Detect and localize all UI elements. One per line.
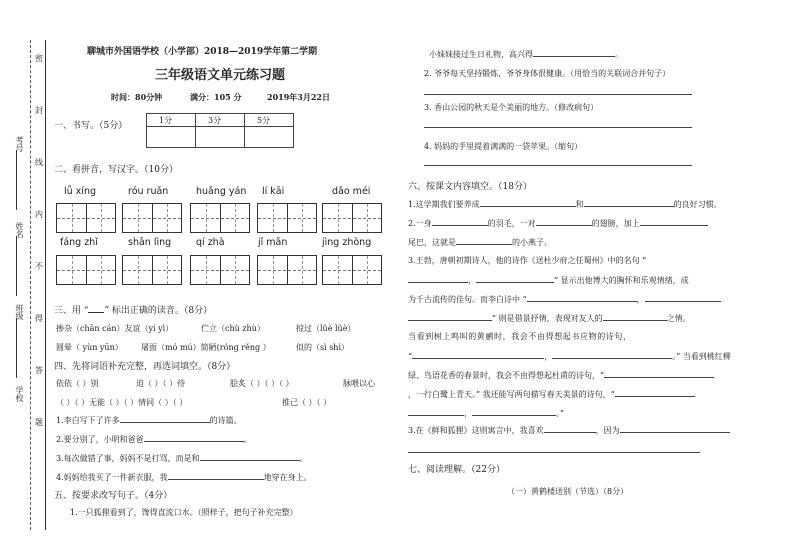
- question-text: ，: [464, 409, 472, 418]
- answer-line[interactable]: [424, 165, 692, 166]
- section-4-title: 四、先将词语补充完整，再选词填空。（8分）: [54, 362, 236, 372]
- seal-char: 密: [35, 54, 43, 63]
- question-text: 。: [243, 435, 252, 444]
- section-5-title: 五、按要求改写句子。（4分）: [54, 491, 173, 501]
- exam-score: 满分：105 分: [190, 92, 242, 102]
- idiom-fill[interactable]: 迫（ ）（ ）待: [136, 379, 186, 388]
- class-label: 班级: [15, 304, 24, 320]
- pinyin: huǎng yán: [196, 186, 247, 197]
- binding-line-outer: [45, 40, 46, 530]
- question-text: 的小燕子。: [512, 238, 552, 247]
- fill-6-3c: [408, 293, 721, 305]
- binding-line-dashed: [30, 40, 31, 530]
- idiom-fill[interactable]: 脍炙（ ）（ ）（ ）: [230, 379, 294, 388]
- score-cell-label: 5分: [257, 116, 271, 125]
- question-text: 4.妈妈给我买了一件新衣服，我: [56, 473, 168, 482]
- section-3-title-a: 三、用 “: [54, 306, 89, 316]
- writing-grid[interactable]: [56, 255, 116, 285]
- question-text: 绿、鸟语花香的春景时，我会不由得想起杜甫的诗句，“: [408, 371, 605, 380]
- answer-blank[interactable]: [476, 274, 554, 283]
- pinyin: dǎo méi: [332, 186, 371, 197]
- question-text: 的翅膀，加上: [591, 219, 640, 228]
- answer-blank[interactable]: [432, 217, 488, 226]
- question-text: ，: [544, 352, 553, 361]
- pinyin: shǎn lìng: [128, 237, 172, 248]
- idiom-fill[interactable]: 依依（ ）别: [56, 379, 99, 388]
- writing-grid[interactable]: [257, 203, 317, 233]
- question-text: 1.这学期我们要养成: [408, 200, 480, 209]
- question-text: ” 显示出他博大的胸怀和乐观情绪，成: [554, 276, 689, 285]
- idiom-fill[interactable]: 脉喂以心: [343, 379, 375, 388]
- writing-grid[interactable]: [322, 203, 382, 233]
- idiom-fill[interactable]: （ ）（ ）无能（ ）（ ）情同（ ）（ ）: [56, 398, 188, 407]
- question-text: ，一行白鹭上青天。” 我还能写两句描写春天美景的诗句，“: [408, 390, 615, 399]
- question-text: 3.在《鲜和狐狸》这则寓言中，我喜欢: [408, 426, 544, 435]
- fill-6-3d: [408, 312, 691, 324]
- question-text: 之情。: [666, 314, 691, 323]
- reading-choice[interactable]: 掺杂（chān cán）友谊（yí yì）: [56, 324, 174, 333]
- answer-blank[interactable]: [552, 350, 672, 359]
- seal-char: 不: [35, 262, 43, 271]
- writing-grid[interactable]: [122, 203, 182, 233]
- seal-char: 答: [35, 366, 43, 375]
- answer-blank[interactable]: [408, 312, 492, 321]
- question-text: ，因为: [595, 426, 620, 435]
- question-text: 的诗篇。: [209, 416, 242, 425]
- seal-char: 线: [35, 158, 43, 167]
- answer-line[interactable]: [408, 452, 700, 453]
- question-text: 小妹妹接过生日礼物，高兴得: [429, 50, 533, 59]
- answer-blank[interactable]: [640, 217, 708, 226]
- answer-blank[interactable]: [144, 433, 244, 442]
- seal-char: 得: [35, 314, 43, 323]
- rewrite-question-1: 1.一只狐狸看到了，馋得直流口水。（照样子，把句子补充完整）: [70, 508, 298, 517]
- fill-6-3h: [408, 388, 695, 400]
- score-cell: [146, 113, 196, 127]
- answer-blank[interactable]: [603, 312, 667, 321]
- question-text: 的羽毛，一对: [487, 219, 536, 228]
- question-text: 3.每次做错了事，妈妈不是打骂，而是和: [56, 454, 200, 463]
- answer-blank[interactable]: [604, 369, 714, 378]
- question-text: 2.要分别了，小明和爸爸: [56, 435, 144, 444]
- reading-choice[interactable]: 圆晕（ yùn yūn）: [56, 343, 123, 352]
- answer-blank[interactable]: [408, 274, 468, 283]
- underline-sample: [88, 306, 104, 313]
- seal-char: 封: [35, 106, 43, 115]
- question-text: ，: [636, 295, 645, 304]
- fill-6-3f: [408, 350, 731, 362]
- rewrite-question-2: 2. 爷爷每天坚持锻炼，爷爷身体很健康。（用恰当的关联词合并句子）: [424, 69, 671, 78]
- question-text: 2.一身: [408, 219, 432, 228]
- section-7-title: 七、阅读理解。（22分）: [408, 465, 505, 475]
- writing-box[interactable]: [244, 126, 294, 148]
- name-label: 姓名: [15, 222, 24, 238]
- writing-grid[interactable]: [322, 255, 382, 285]
- seal-char: 题: [35, 418, 43, 427]
- writing-grid[interactable]: [56, 203, 116, 233]
- answer-blank[interactable]: [456, 236, 512, 245]
- section-3-title-b: ” 标出正确的读音。（8分）: [104, 306, 213, 316]
- seal-char: 内: [35, 210, 43, 219]
- answer-blank[interactable]: [584, 198, 674, 207]
- school-header: 聊城市外国语学校（小学部）2018—2019学年第二学期: [87, 47, 318, 57]
- exam-time: 时间：80分钟: [111, 92, 163, 102]
- reading-choice[interactable]: 屠面（mó mú）简陋(róng rěng ）: [141, 343, 271, 352]
- score-cell-label: 1分: [159, 116, 173, 125]
- answer-blank[interactable]: [412, 350, 544, 359]
- answer-blank[interactable]: [536, 217, 592, 226]
- score-cell: [244, 113, 294, 127]
- student-id-label: 考号: [15, 136, 24, 152]
- answer-blank[interactable]: [200, 452, 300, 461]
- blank-line: [16, 318, 17, 378]
- fill-6-3e: 当看到树上鸣叫的黄鹂时，我会不由得想起书应物的诗句，: [408, 332, 632, 341]
- rewrite-question-1-cont: 小妹妹接过生日礼物，高兴得 。: [429, 50, 623, 59]
- fill-6-3g: [408, 369, 714, 381]
- answer-blank[interactable]: [168, 471, 264, 480]
- reading-passage-title: （一）黄鹤楼送别（节选）（8分）: [507, 487, 629, 496]
- idiom-fill[interactable]: 推己（ ）（ ）: [282, 398, 332, 407]
- pinyin: fáng zhǐ: [60, 237, 98, 248]
- fill-6-3b: [408, 274, 689, 286]
- question-text: 。” 当看到桃红柳: [672, 352, 731, 361]
- answer-blank[interactable]: [533, 48, 615, 57]
- pinyin: lí kāi: [262, 186, 285, 197]
- answer-blank[interactable]: [544, 424, 596, 433]
- score-cell-label: 3分: [208, 116, 222, 125]
- question-text: 和: [575, 200, 584, 209]
- answer-line[interactable]: [424, 127, 692, 128]
- question-text: 。”: [556, 409, 565, 418]
- writing-box[interactable]: [195, 126, 245, 148]
- blank-line: [16, 236, 17, 296]
- question-text: 的良好习惯。: [673, 200, 722, 209]
- fill-6-1: [408, 198, 722, 210]
- fill-6-2a: [408, 217, 708, 229]
- answer-blank[interactable]: [527, 293, 637, 302]
- fill-question-4: [56, 471, 312, 483]
- question-text: 为千古流传的佳句。而李白诗中 “: [408, 295, 527, 304]
- section-3-title: [54, 303, 212, 316]
- score-cell: [195, 113, 245, 127]
- blank-line: [16, 150, 17, 210]
- question-text: 。: [299, 454, 308, 463]
- answer-blank[interactable]: [472, 407, 556, 416]
- fill-6-2b: [408, 236, 552, 248]
- answer-blank[interactable]: [480, 198, 576, 207]
- reading-choice[interactable]: 似的（sì shì）: [296, 343, 350, 352]
- answer-blank[interactable]: [408, 407, 464, 416]
- pinyin: jìng zhòng: [322, 237, 372, 248]
- fill-6-3i: [408, 407, 564, 419]
- section-6-title: 六、按课文内容填空。（18分）: [408, 182, 532, 192]
- fill-6-3a: 3.王勃，唐朝初期诗人，他的诗作《送杜少府之任蜀州》中的名句 “: [408, 256, 647, 265]
- exam-date: 2019年3月22日: [267, 92, 330, 102]
- writing-box[interactable]: [146, 126, 196, 148]
- answer-blank[interactable]: [120, 414, 210, 423]
- answer-blank[interactable]: [615, 388, 695, 397]
- school-label: 学校: [15, 386, 24, 402]
- writing-grid[interactable]: [190, 203, 250, 233]
- fill-question-1: [56, 414, 242, 426]
- fill-question-2: [56, 433, 252, 445]
- question-text: 1.李白写下了许多: [56, 416, 120, 425]
- pinyin: qí zhà: [196, 237, 225, 248]
- question-text: 尾巴，这就是: [408, 238, 456, 247]
- writing-grid[interactable]: [122, 255, 182, 285]
- writing-grid[interactable]: [190, 255, 250, 285]
- reading-choice[interactable]: 掠过（lüè lüè）: [296, 324, 356, 333]
- rewrite-question-3: 3. 香山公园的秋天是个美丽的地方。（修改病句）: [424, 103, 599, 112]
- answer-blank[interactable]: [645, 293, 721, 302]
- page-title: 三年级语文单元练习题: [155, 68, 286, 83]
- pinyin: lǚ xíng: [64, 186, 96, 197]
- section-2-title: 二、看拼音，写汉字。（10分）: [54, 165, 178, 175]
- fill-6-4: [408, 424, 730, 436]
- question-text: 地穿在身上。: [263, 473, 312, 482]
- answer-line[interactable]: [424, 94, 692, 95]
- section-1-title: 一、书写。（5分）: [54, 121, 128, 131]
- question-text: “: [408, 352, 413, 361]
- answer-blank[interactable]: [620, 424, 730, 433]
- fill-question-3: [56, 452, 308, 464]
- reading-choice[interactable]: 伫立（chù zhù）: [201, 324, 265, 333]
- pinyin: róu ruǎn: [128, 186, 169, 197]
- pinyin: jǐ mǎn: [258, 237, 288, 248]
- question-text: ，: [468, 276, 476, 285]
- question-text: ” 则是借景抒情，表现对友人的: [492, 314, 603, 323]
- writing-grid[interactable]: [257, 255, 317, 285]
- rewrite-question-4: 4. 妈妈的手里提着满满的一袋苹果。（缩句）: [424, 142, 583, 151]
